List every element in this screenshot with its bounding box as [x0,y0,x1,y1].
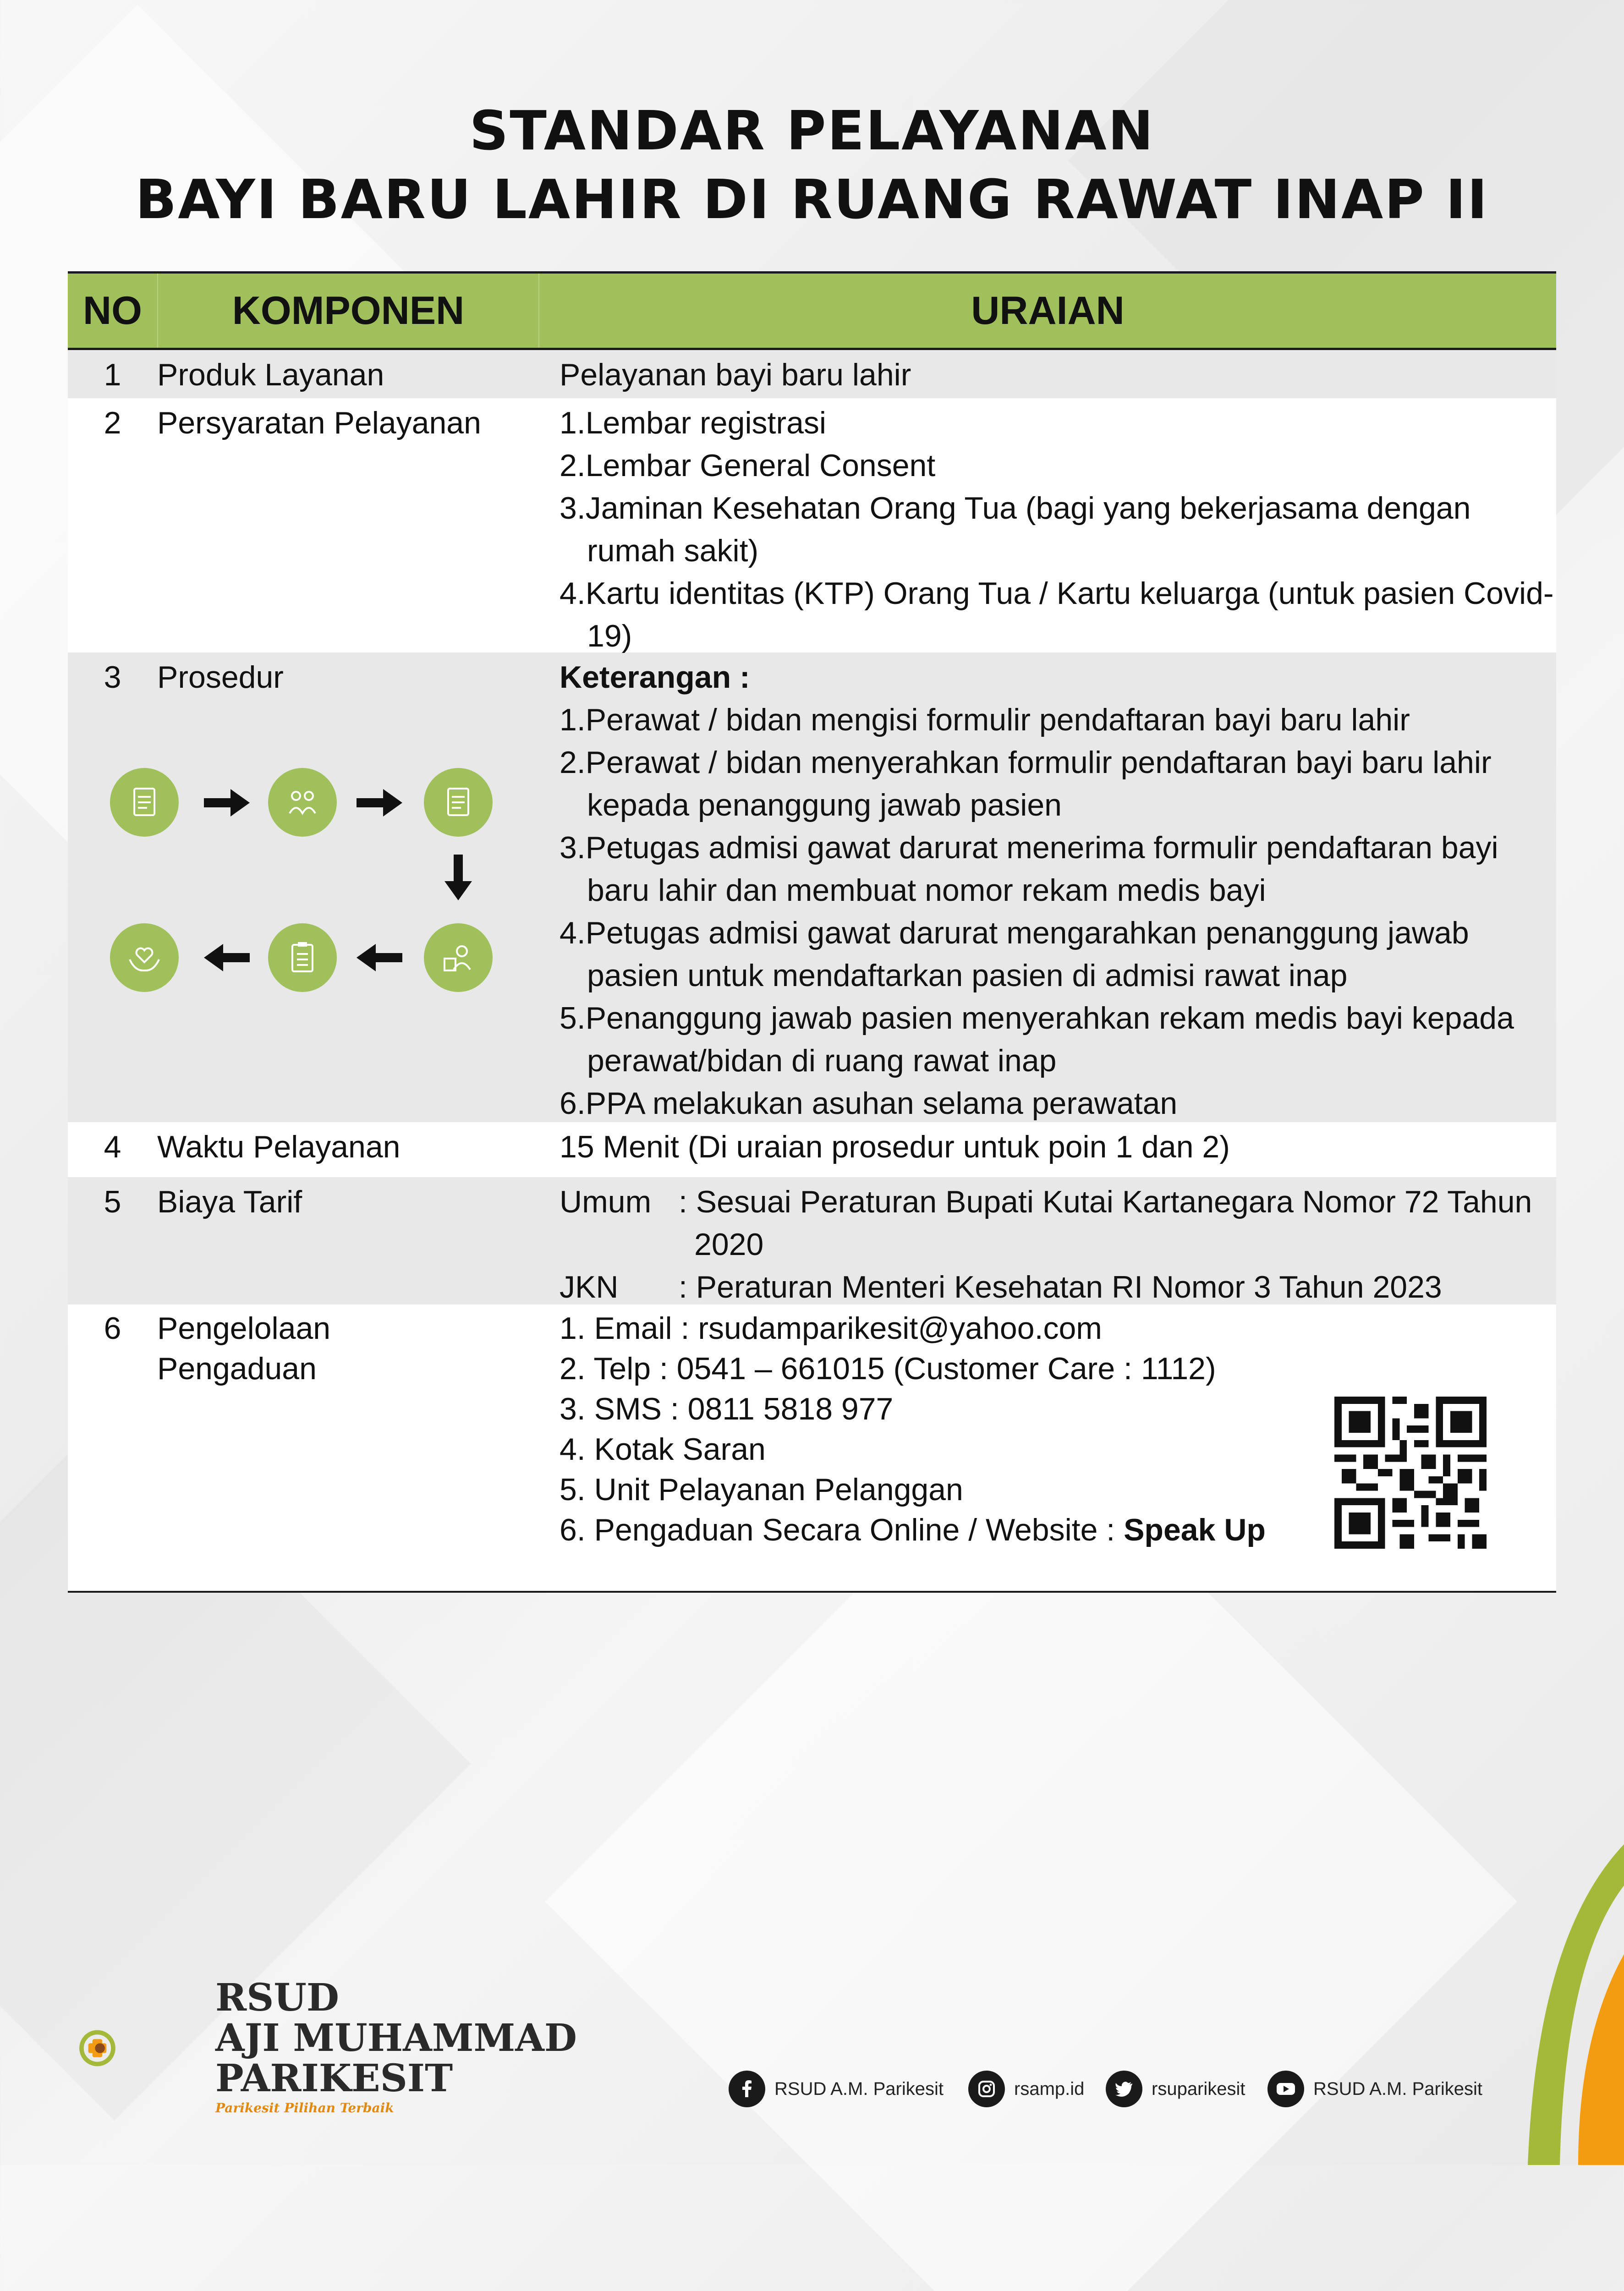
social-youtube[interactable] [1267,2068,1482,2110]
list-item: 1.Lembar registrasi [560,406,827,440]
arrow-right-icon [204,789,250,819]
row-number: 1 [104,357,121,392]
arrow-right-icon [357,789,402,819]
social-label: RSUD A.M. Parikesit [1313,2078,1482,2099]
row-uraian [538,652,1556,1122]
row-komponen: Biaya Tarif [157,1184,302,1219]
checklist-icon [268,923,337,992]
social-label: rsuparikesit [1152,2078,1245,2099]
social-label: rsamp.id [1014,2078,1085,2099]
facebook-icon [729,2071,765,2107]
row-komponen: Produk Layanan [157,357,384,392]
table-row [68,350,1556,398]
list-item: 4.Kartu identitas (KTP) Orang Tua / Kartu keluarga (untuk pasien Covid-19) [560,576,1554,653]
tariff-key: JKN [560,1270,619,1304]
form-icon [110,768,179,837]
list-item: 1. Email : rsudamparikesit@yahoo.com [560,1311,1102,1346]
list-item: 4. Kotak Saran [560,1432,766,1467]
procedure-heading: Keterangan : [560,660,750,695]
procedure-flow-diagram [110,761,513,1022]
row-komponen: Persyaratan Pelayanan [157,406,481,440]
row-komponen-line: Pengelolaan [157,1311,331,1346]
care-hands-icon [110,923,179,992]
twitter-icon [1106,2071,1142,2107]
table-header [68,274,1556,350]
hospital-tagline: Parikesit Pilihan Terbaik [215,2100,394,2116]
page-title-line1: STANDAR PELAYANAN [469,99,1155,162]
hospital-logo [78,1979,215,2117]
list-item: 3.Petugas admisi gawat darurat menerima formulir pendaftaran bayi baru lahir dan membuat nomor rekam medis bayi [560,830,1498,908]
youtube-icon [1267,2071,1304,2107]
social-label: RSUD A.M. Parikesit [774,2078,944,2099]
row-number: 5 [104,1184,121,1219]
header-komponen: KOMPONEN [157,274,539,348]
row-number: 4 [104,1129,121,1164]
item-prefix: 6. Pengaduan Secara Online / Website : [560,1513,1124,1547]
row-komponen [157,1304,538,1591]
row-komponen: Waktu Pelayanan [157,1129,401,1164]
list-item: 5.Penanggung jawab pasien menyerahkan rekam medis bayi kepada perawat/bidan di ruang rawat inap [560,1001,1514,1078]
table-row [68,1177,1556,1304]
hospital-name-line: PARIKESIT [215,2056,453,2100]
speak-up-link[interactable]: Speak Up [1124,1513,1266,1547]
row-komponen: Prosedur [157,660,284,695]
admission-staff-icon [424,923,493,992]
social-twitter[interactable] [1106,2068,1245,2110]
row-komponen-line: Pengaduan [157,1351,317,1386]
social-facebook[interactable] [729,2068,944,2110]
header-uraian: URAIAN [971,288,1125,333]
table-row [68,1304,1556,1591]
row-number: 6 [104,1311,121,1346]
table-row [68,1122,1556,1177]
row-uraian [538,398,1556,652]
row-number: 3 [104,660,121,695]
hospital-name-line: AJI MUHAMMAD [215,2016,577,2060]
row-uraian: 15 Menit (Di uraian prosedur untuk poin 1 dan 2) [560,1129,1230,1164]
instagram-icon [968,2071,1005,2107]
discussion-icon [268,768,337,837]
row-uraian [538,1177,1556,1304]
tariff-key: Umum [560,1184,652,1219]
table-bottom-rule [68,1591,1556,1593]
list-item: 2. Telp : 0541 – 661015 (Customer Care : 1112) [560,1351,1216,1386]
tariff-umum [560,1181,1556,1266]
table-row [68,398,1556,652]
header-no: NO [83,288,142,333]
row-number: 2 [104,406,121,440]
tariff-value: : Peraturan Menteri Kesehatan RI Nomor 3 Tahun 2023 [679,1270,1442,1304]
list-item: 2.Lembar General Consent [560,448,936,483]
page-title-line2: BAYI BARU LAHIR DI RUANG RAWAT INAP II [135,168,1489,231]
hospital-name [215,1978,577,2116]
corner-swoosh [1509,1844,1624,2165]
form-icon [424,768,493,837]
list-item: 5. Unit Pelayanan Pelanggan [560,1472,963,1507]
list-item: 2.Perawat / bidan menyerahkan formulir pendaftaran bayi baru lahir kepada penanggung jawab pasien [560,745,1492,822]
qr-code[interactable] [1334,1397,1487,1549]
arrow-left-icon [357,944,402,974]
list-item: 3. SMS : 0811 5818 977 [560,1392,894,1426]
list-item: 6.PPA melakukan asuhan selama perawatan [560,1086,1178,1121]
list-item: 3.Jaminan Kesehatan Orang Tua (bagi yang bekerjasama dengan rumah sakit) [560,491,1471,568]
tariff-value: : Sesuai Peraturan Bupati Kutai Kartanegara Nomor 72 Tahun 2020 [679,1184,1532,1262]
list-item: 4.Petugas admisi gawat darurat mengarahkan penanggung jawab pasien untuk mendaftarkan pasien di admisi rawat inap [560,915,1469,993]
row-uraian: Pelayanan bayi baru lahir [560,357,911,392]
arrow-down-icon [444,855,472,903]
tariff-jkn [560,1266,1556,1309]
list-item: 1.Perawat / bidan mengisi formulir pendaftaran bayi baru lahir [560,702,1410,737]
hospital-name-line: RSUD [215,1976,339,2020]
arrow-left-icon [204,944,250,974]
social-instagram[interactable] [968,2068,1084,2110]
